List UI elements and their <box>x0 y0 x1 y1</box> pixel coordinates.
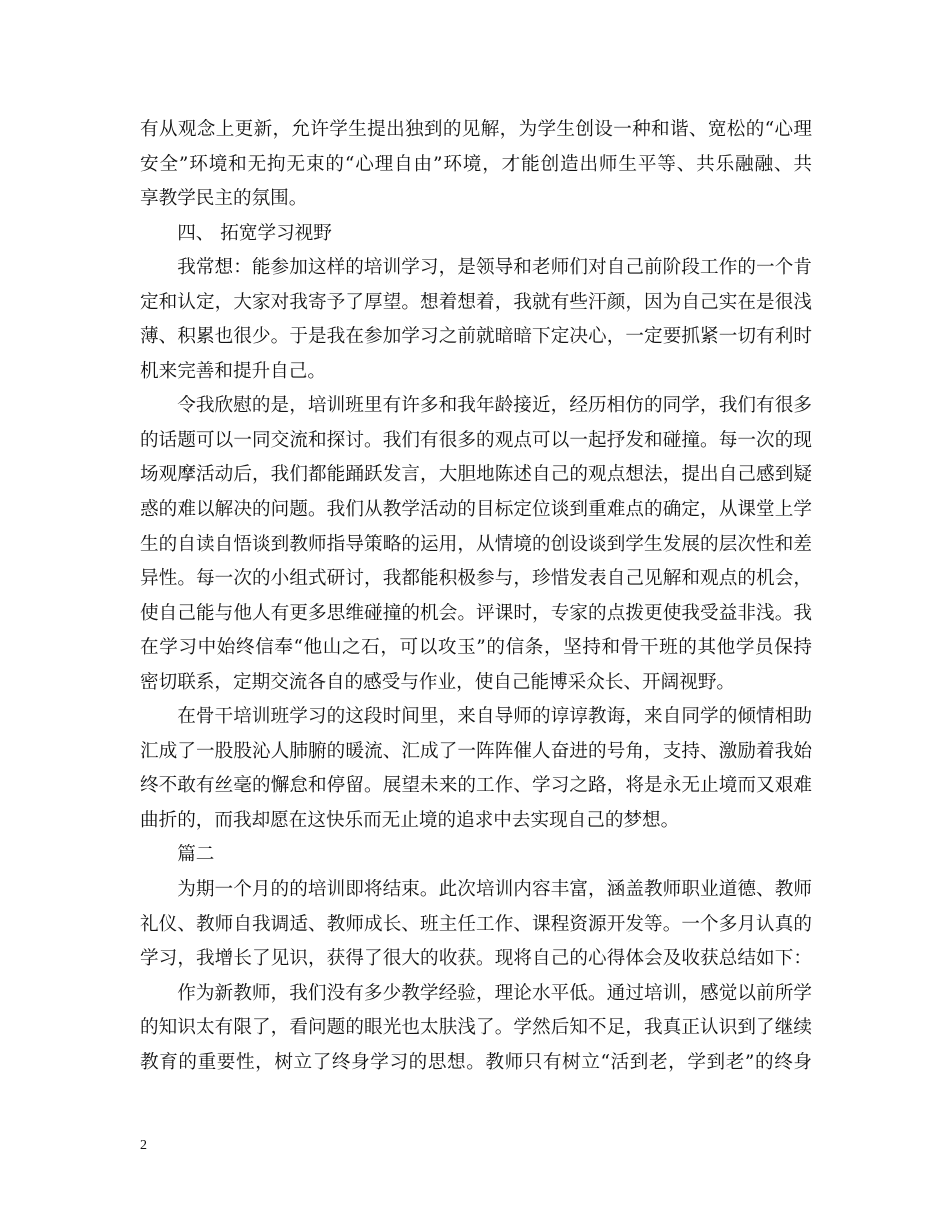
text-line: 的知识太有限了，看问题的眼光也太肤浅了。学然后知不足，我真正认识到了继续 <box>140 1017 812 1039</box>
text-line: 在骨干培训班学习的这段时间里，来自导师的谆谆教诲，来自同学的倾情相助 <box>177 706 812 728</box>
text-line: 享教学民主的氛围。 <box>140 188 308 210</box>
document-body <box>140 113 812 1080</box>
text-line: 为期一个月的的培训即将结束。此次培训内容丰富，涵盖教师职业道德、教师 <box>177 879 812 901</box>
text-line: 安全”环境和无拘无束的“心理自由”环境，才能创造出师生平等、共乐融融、共 <box>140 153 812 175</box>
text-line: 有从观念上更新，允许学生提出独到的见解，为学生创设一种和谐、宽松的“心理 <box>140 119 812 140</box>
text-line: 定和认定，大家对我寄予了厚望。想着想着，我就有些汗颜，因为自己实在是很浅 <box>140 291 812 313</box>
text-line: 礼仪、教师自我调适、教师成长、班主任工作、课程资源开发等。一个多月认真的 <box>140 913 812 935</box>
text-line: 密切联系，定期交流各自的感受与作业，使自己能博采众长、开阔视野。 <box>140 671 736 693</box>
text-line: 使自己能与他人有更多思维碰撞的机会。评课时，专家的点拨更使我受益非浅。我 <box>140 602 812 624</box>
text-line: 汇成了一股股沁人肺腑的暖流、汇成了一阵阵催人奋进的号角，支持、激励着我始 <box>140 740 812 762</box>
text-line: 机来完善和提升自己。 <box>140 360 326 382</box>
text-line: 学习，我增长了见识，获得了很大的收获。现将自己的心得体会及收获总结如下： <box>140 948 812 970</box>
text-line: 的话题可以一同交流和探讨。我们有很多的观点可以一起抒发和碰撞。每一次的现 <box>140 429 812 451</box>
text-line: 终不敢有丝毫的懈怠和停留。展望未来的工作、学习之路，将是永无止境而又艰难 <box>140 775 812 797</box>
text-line: 四、 拓宽学习视野 <box>177 222 332 244</box>
text-line: 惑的难以解决的问题。我们从教学活动的目标定位谈到重难点的确定，从课堂上学 <box>140 499 812 521</box>
text-line: 篇二 <box>177 844 215 866</box>
text-line: 令我欣慰的是，培训班里有许多和我年龄接近，经历相仿的同学，我们有很多 <box>177 395 812 417</box>
text-line: 场观摩活动后，我们都能踊跃发言，大胆地陈述自己的观点想法，提出自己感到疑 <box>140 464 812 486</box>
text-line: 生的自读自悟谈到教师指导策略的运用，从情境的创设谈到学生发展的层次性和差 <box>140 533 812 555</box>
text-line: 曲折的，而我却愿在这快乐而无止境的追求中去实现自己的梦想。 <box>140 809 680 831</box>
text-line: 异性。每一次的小组式研讨，我都能积极参与，珍惜发表自己见解和观点的机会， <box>140 568 812 590</box>
text-line: 薄、积累也很少。于是我在参加学习之前就暗暗下定决心，一定要抓紧一切有利时 <box>140 326 812 348</box>
text-line: 作为新教师，我们没有多少教学经验，理论水平低。通过培训，感觉以前所学 <box>177 982 812 1004</box>
text-line: 教育的重要性，树立了终身学习的思想。教师只有树立“活到老，学到老”的终身 <box>140 1051 812 1073</box>
page-number: 2 <box>140 1138 147 1153</box>
text-line: 我常想：能参加这样的培训学习，是领导和老师们对自己前阶段工作的一个肯 <box>177 257 812 279</box>
text-line: 在学习中始终信奉“他山之石，可以攻玉”的信条，坚持和骨干班的其他学员保持 <box>140 637 812 659</box>
